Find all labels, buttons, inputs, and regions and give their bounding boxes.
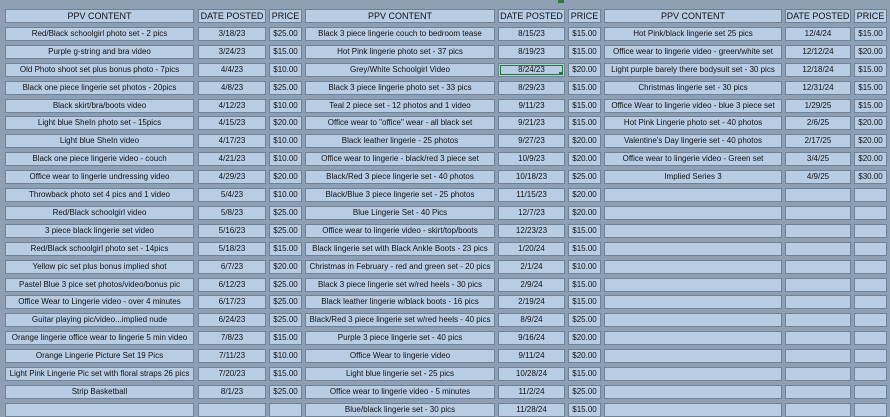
table-row — [3, 152, 887, 166]
date-cell[interactable]: 4/12/23 — [198, 99, 266, 113]
price-cell[interactable]: $15.00 — [568, 295, 601, 309]
date-cell[interactable]: 9/11/24 — [498, 349, 565, 363]
date-cell[interactable]: 4/8/23 — [198, 81, 266, 95]
price-cell[interactable] — [854, 403, 887, 417]
date-cell[interactable]: 12/31/24 — [785, 81, 851, 95]
date-cell[interactable] — [785, 349, 851, 363]
date-cell[interactable] — [785, 260, 851, 274]
price-cell[interactable]: $15.00 — [854, 27, 887, 41]
content-cell[interactable]: Red/Black schoolgirl video — [5, 206, 194, 220]
content-cell[interactable] — [604, 206, 782, 220]
date-cell[interactable]: 8/19/23 — [498, 45, 565, 59]
ppv-content-header[interactable]: PPV CONTENT — [5, 9, 194, 23]
date-cell[interactable]: 11/2/24 — [498, 385, 565, 399]
content-cell[interactable]: Red/Black schoolgirl photo set - 2 pics — [5, 27, 194, 41]
date-cell[interactable]: 6/24/23 — [198, 313, 266, 327]
content-cell[interactable] — [604, 278, 782, 292]
table-row — [3, 385, 887, 399]
price-cell[interactable]: $20.00 — [854, 45, 887, 59]
content-cell[interactable] — [604, 403, 782, 417]
content-cell[interactable]: Office wear to lingerie undressing video — [5, 170, 194, 184]
date-cell[interactable]: 8/29/23 — [498, 81, 565, 95]
date-cell[interactable]: 7/11/23 — [198, 349, 266, 363]
price-cell[interactable]: $20.00 — [854, 116, 887, 130]
date-cell[interactable]: 8/15/23 — [498, 27, 565, 41]
price-cell[interactable] — [854, 295, 887, 309]
date-cell[interactable]: 12/12/24 — [785, 45, 851, 59]
price-cell[interactable]: $15.00 — [568, 224, 601, 238]
price-cell[interactable] — [854, 349, 887, 363]
date-cell[interactable]: 8/9/24 — [498, 313, 565, 327]
date-cell[interactable]: 3/24/23 — [198, 45, 266, 59]
content-cell[interactable]: Black skirt/bra/boots video — [5, 99, 194, 113]
price-cell[interactable] — [854, 331, 887, 345]
table-row — [3, 170, 887, 184]
content-cell[interactable] — [604, 295, 782, 309]
content-cell[interactable] — [604, 260, 782, 274]
date-cell[interactable] — [785, 331, 851, 345]
date-cell[interactable] — [785, 385, 851, 399]
price-header[interactable]: PRICE — [854, 9, 887, 23]
date-cell[interactable]: 9/16/24 — [498, 331, 565, 345]
content-cell[interactable]: Office wear to lingerie video - green/white set — [604, 45, 782, 59]
content-cell[interactable] — [604, 349, 782, 363]
date-cell[interactable]: 5/8/23 — [198, 206, 266, 220]
content-cell[interactable]: Black leather lingerie - 25 photos — [305, 134, 495, 148]
content-cell[interactable]: Office Wear to Lingerie video - over 4 minutes — [5, 295, 194, 309]
price-cell[interactable]: $15.00 — [568, 278, 601, 292]
table-row — [3, 45, 887, 59]
price-cell[interactable] — [854, 242, 887, 256]
content-cell[interactable]: Christmas in February - red and green set - 20 pics — [305, 260, 495, 274]
content-cell[interactable]: Office wear to "office" wear - all black set — [305, 116, 495, 130]
price-cell[interactable]: $15.00 — [568, 116, 601, 130]
price-cell[interactable] — [854, 260, 887, 274]
date-cell[interactable]: 2/19/24 — [498, 295, 565, 309]
ppv-content-header[interactable]: PPV CONTENT — [305, 9, 495, 23]
price-cell[interactable]: $25.00 — [568, 170, 601, 184]
table-row — [3, 403, 887, 417]
content-cell[interactable]: Office wear to lingerie video - skirt/top/boots — [305, 224, 495, 238]
date-cell[interactable]: 4/15/23 — [198, 116, 266, 130]
date-cell[interactable]: 5/16/23 — [198, 224, 266, 238]
date-cell[interactable]: 2/9/24 — [498, 278, 565, 292]
content-cell[interactable]: Black/Blue 3 piece lingerie set - 25 photos — [305, 188, 495, 202]
table-row — [3, 27, 887, 41]
content-cell[interactable]: Teal 2 piece set - 12 photos and 1 video — [305, 99, 495, 113]
table-row — [3, 260, 887, 274]
content-cell[interactable]: Hot Pink Lingerie photo set - 40 photos — [604, 116, 782, 130]
content-cell[interactable]: Old Photo shoot set plus bonus photo - 7pics — [5, 63, 194, 77]
date-cell[interactable]: 9/21/23 — [498, 116, 565, 130]
date-cell[interactable]: 2/6/25 — [785, 116, 851, 130]
price-cell[interactable] — [854, 224, 887, 238]
header-row — [3, 9, 887, 23]
content-cell[interactable] — [604, 331, 782, 345]
content-cell[interactable]: Strip Basketball — [5, 385, 194, 399]
content-cell[interactable] — [604, 242, 782, 256]
content-cell[interactable]: Black 3 piece lingerie couch to bedroom tease — [305, 27, 495, 41]
table-row — [3, 295, 887, 309]
date-cell[interactable]: 6/7/23 — [198, 260, 266, 274]
price-cell[interactable]: $10.00 — [269, 134, 302, 148]
content-cell[interactable]: Hot Pink lingerie photo set - 37 pics — [305, 45, 495, 59]
table-row — [3, 242, 887, 256]
date-cell[interactable]: 1/20/24 — [498, 242, 565, 256]
price-cell[interactable]: $10.00 — [269, 349, 302, 363]
price-cell[interactable]: $10.00 — [269, 188, 302, 202]
price-cell[interactable]: $20.00 — [568, 63, 601, 77]
price-cell[interactable]: $25.00 — [568, 313, 601, 327]
price-cell[interactable]: $20.00 — [568, 331, 601, 345]
date-cell[interactable]: 12/4/24 — [785, 27, 851, 41]
active-column-marker — [558, 0, 564, 3]
price-cell[interactable]: $25.00 — [269, 278, 302, 292]
date-cell[interactable]: 10/18/23 — [498, 170, 565, 184]
date-cell[interactable] — [785, 367, 851, 381]
price-cell[interactable]: $25.00 — [269, 295, 302, 309]
table-row — [3, 278, 887, 292]
date-cell[interactable]: 11/28/24 — [498, 403, 565, 417]
content-cell[interactable] — [604, 313, 782, 327]
price-cell[interactable]: $15.00 — [854, 99, 887, 113]
content-cell[interactable]: Black one piece lingerie video - couch — [5, 152, 194, 166]
content-cell[interactable]: Black/Red 3 piece lingerie set w/red heels - 40 pics — [305, 313, 495, 327]
date-cell[interactable]: 7/20/23 — [198, 367, 266, 381]
date-cell[interactable]: 2/1/24 — [498, 260, 565, 274]
content-cell[interactable]: Christmas lingerie set - 30 pics — [604, 81, 782, 95]
content-cell[interactable]: Valentine's Day lingerie set - 40 photos — [604, 134, 782, 148]
date-cell[interactable]: 5/4/23 — [198, 188, 266, 202]
price-cell[interactable]: $20.00 — [568, 152, 601, 166]
table-row — [3, 349, 887, 363]
content-cell[interactable]: Black lingerie set with Black Ankle Boots - 23 pics — [305, 242, 495, 256]
content-cell[interactable] — [604, 224, 782, 238]
price-header[interactable]: PRICE — [568, 9, 601, 23]
price-cell[interactable]: $15.00 — [568, 45, 601, 59]
price-cell[interactable]: $20.00 — [568, 206, 601, 220]
date-cell[interactable]: 1/29/25 — [785, 99, 851, 113]
content-cell[interactable]: Office Wear to lingerie video — [305, 349, 495, 363]
content-cell[interactable]: Light Pink Lingerie Pic set with floral straps 26 pics — [5, 367, 194, 381]
date-cell[interactable] — [785, 224, 851, 238]
price-cell[interactable]: $20.00 — [269, 170, 302, 184]
price-cell[interactable]: $25.00 — [568, 385, 601, 399]
price-cell[interactable] — [269, 403, 302, 417]
price-cell[interactable] — [854, 278, 887, 292]
table-row — [3, 63, 887, 77]
date-cell[interactable] — [198, 403, 266, 417]
price-cell[interactable]: $15.00 — [568, 403, 601, 417]
content-cell[interactable]: Black one piece lingerie set photos - 20pics — [5, 81, 194, 95]
content-cell[interactable]: Hot Pink/black lingerie set 25 pics — [604, 27, 782, 41]
table-row — [3, 81, 887, 95]
price-cell[interactable]: $15.00 — [568, 242, 601, 256]
content-cell[interactable]: Light blue lingerie set - 25 pics — [305, 367, 495, 381]
price-cell[interactable] — [854, 206, 887, 220]
content-cell[interactable]: Purple 3 piece lingerie set - 40 pics — [305, 331, 495, 345]
date-cell[interactable]: 9/27/23 — [498, 134, 565, 148]
date-cell[interactable]: 12/23/23 — [498, 224, 565, 238]
date-cell[interactable]: 4/4/23 — [198, 63, 266, 77]
price-cell[interactable]: $15.00 — [854, 63, 887, 77]
price-cell[interactable]: $10.00 — [269, 99, 302, 113]
content-cell[interactable]: Yellow pic set plus bonus implied shot — [5, 260, 194, 274]
content-cell[interactable] — [604, 367, 782, 381]
date-cell[interactable] — [785, 188, 851, 202]
content-cell[interactable]: Black leather lingerie w/black boots - 16 pics — [305, 295, 495, 309]
content-cell[interactable]: Light blue SheIn video — [5, 134, 194, 148]
content-cell[interactable]: Light blue SheIn photo set - 15pics — [5, 116, 194, 130]
price-cell[interactable]: $10.00 — [269, 63, 302, 77]
price-cell[interactable] — [854, 188, 887, 202]
date-posted-header[interactable]: DATE POSTED — [786, 11, 850, 21]
price-cell[interactable]: $20.00 — [568, 349, 601, 363]
price-cell[interactable]: $20.00 — [854, 152, 887, 166]
date-cell[interactable]: 4/21/23 — [198, 152, 266, 166]
price-cell[interactable]: $25.00 — [269, 313, 302, 327]
table-row — [3, 188, 887, 202]
table-row — [3, 367, 887, 381]
date-cell[interactable]: 11/15/23 — [498, 188, 565, 202]
content-cell[interactable]: Light purple barely there bodysuit set - 30 pics — [604, 63, 782, 77]
content-cell[interactable]: Orange lingerie office wear to lingerie 5 min video — [5, 331, 194, 345]
content-cell[interactable] — [5, 403, 194, 417]
content-cell[interactable]: Office wear to lingerie video - 5 minutes — [305, 385, 495, 399]
price-cell[interactable]: $15.00 — [269, 242, 302, 256]
date-posted-header[interactable]: DATE POSTED — [498, 9, 565, 23]
table-row — [3, 99, 887, 113]
content-cell[interactable]: Purple g-string and bra video — [5, 45, 194, 59]
price-cell[interactable]: $20.00 — [854, 134, 887, 148]
table-row — [3, 206, 887, 220]
price-cell[interactable]: $25.00 — [269, 385, 302, 399]
content-cell[interactable]: Office wear to lingerie video - Green set — [604, 152, 782, 166]
date-cell[interactable]: 3/18/23 — [198, 27, 266, 41]
price-cell[interactable]: $15.00 — [269, 45, 302, 59]
price-cell[interactable]: $20.00 — [568, 134, 601, 148]
price-cell[interactable]: $20.00 — [269, 116, 302, 130]
price-cell[interactable]: $15.00 — [568, 367, 601, 381]
date-cell[interactable]: 8/1/23 — [198, 385, 266, 399]
date-cell[interactable]: 3/4/25 — [785, 152, 851, 166]
date-cell[interactable]: 7/8/23 — [198, 331, 266, 345]
content-cell[interactable] — [604, 385, 782, 399]
date-cell[interactable]: 10/28/24 — [498, 367, 565, 381]
price-cell[interactable]: $15.00 — [854, 81, 887, 95]
content-cell[interactable]: Orange Lingerie Picture Set 19 Pics — [5, 349, 194, 363]
date-cell[interactable]: 9/11/23 — [498, 99, 565, 113]
content-cell[interactable]: Implied Series 3 — [604, 170, 782, 184]
content-cell[interactable]: Blue/black lingerie set - 30 pics — [305, 403, 495, 417]
date-cell[interactable]: 4/9/25 — [785, 170, 851, 184]
date-cell[interactable] — [785, 278, 851, 292]
date-cell[interactable]: 12/18/24 — [785, 63, 851, 77]
content-cell[interactable]: Throwback photo set 4 pics and 1 video — [5, 188, 194, 202]
table-row — [3, 134, 887, 148]
date-cell[interactable] — [785, 313, 851, 327]
price-cell[interactable]: $25.00 — [269, 224, 302, 238]
price-cell[interactable]: $20.00 — [568, 188, 601, 202]
content-cell[interactable]: Pastel Blue 3 pice set photos/video/bonus pic — [5, 278, 194, 292]
content-cell[interactable]: Black 3 piece lingerie set w/red heels - 30 pics — [305, 278, 495, 292]
price-cell[interactable]: $15.00 — [568, 99, 601, 113]
date-cell[interactable] — [785, 242, 851, 256]
price-cell[interactable] — [854, 385, 887, 399]
price-cell[interactable]: $10.00 — [269, 152, 302, 166]
date-cell[interactable]: 4/17/23 — [198, 134, 266, 148]
date-cell[interactable]: 10/9/23 — [498, 152, 565, 166]
content-cell[interactable]: Office wear to lingerie - black/red 3 piece set — [305, 152, 495, 166]
table-row — [3, 116, 887, 130]
date-cell[interactable]: 12/7/23 — [498, 206, 565, 220]
date-cell[interactable]: 6/12/23 — [198, 278, 266, 292]
date-cell[interactable]: 8/24/23 — [498, 63, 565, 77]
price-cell[interactable]: $30.00 — [854, 170, 887, 184]
content-cell[interactable]: Guitar playing pic/video...implied nude — [5, 313, 194, 327]
table-row — [3, 224, 887, 238]
content-cell[interactable]: Black/Red 3 piece lingerie set - 40 photos — [305, 170, 495, 184]
price-cell[interactable]: $20.00 — [269, 260, 302, 274]
table-row — [3, 313, 887, 327]
date-cell[interactable] — [785, 403, 851, 417]
date-cell[interactable]: 5/18/23 — [198, 242, 266, 256]
date-cell[interactable]: 4/29/23 — [198, 170, 266, 184]
price-cell[interactable] — [854, 367, 887, 381]
date-cell[interactable] — [785, 295, 851, 309]
content-cell[interactable]: Grey/White Schoolgirl Video — [305, 63, 495, 77]
table-row — [3, 331, 887, 345]
date-cell[interactable]: 6/17/23 — [198, 295, 266, 309]
date-posted-header[interactable]: DATE POSTED — [198, 9, 266, 23]
ppv-content-header[interactable]: PPV CONTENT — [604, 9, 782, 23]
content-cell[interactable]: Red/Black schoolgirl photo set - 14pics — [5, 242, 194, 256]
price-cell[interactable]: $15.00 — [568, 27, 601, 41]
price-cell[interactable]: $15.00 — [269, 367, 302, 381]
date-cell[interactable] — [785, 206, 851, 220]
price-cell[interactable]: $25.00 — [269, 27, 302, 41]
price-cell[interactable]: $10.00 — [568, 260, 601, 274]
price-cell[interactable] — [854, 313, 887, 327]
price-cell[interactable]: $15.00 — [568, 81, 601, 95]
date-cell[interactable]: 2/17/25 — [785, 134, 851, 148]
content-cell[interactable]: Black 3 piece lingerie photo set - 33 pics — [305, 81, 495, 95]
price-cell[interactable]: $25.00 — [269, 206, 302, 220]
price-cell[interactable]: $25.00 — [269, 81, 302, 95]
price-header[interactable]: PRICE — [269, 9, 302, 23]
content-cell[interactable]: 3 piece black lingerie set video — [5, 224, 194, 238]
price-cell[interactable]: $15.00 — [269, 331, 302, 345]
content-cell[interactable]: Blue Lingerie Set - 40 Pics — [305, 206, 495, 220]
content-cell[interactable]: Office Wear to lingerie video - blue 3 piece set — [604, 99, 782, 113]
content-cell[interactable] — [604, 188, 782, 202]
